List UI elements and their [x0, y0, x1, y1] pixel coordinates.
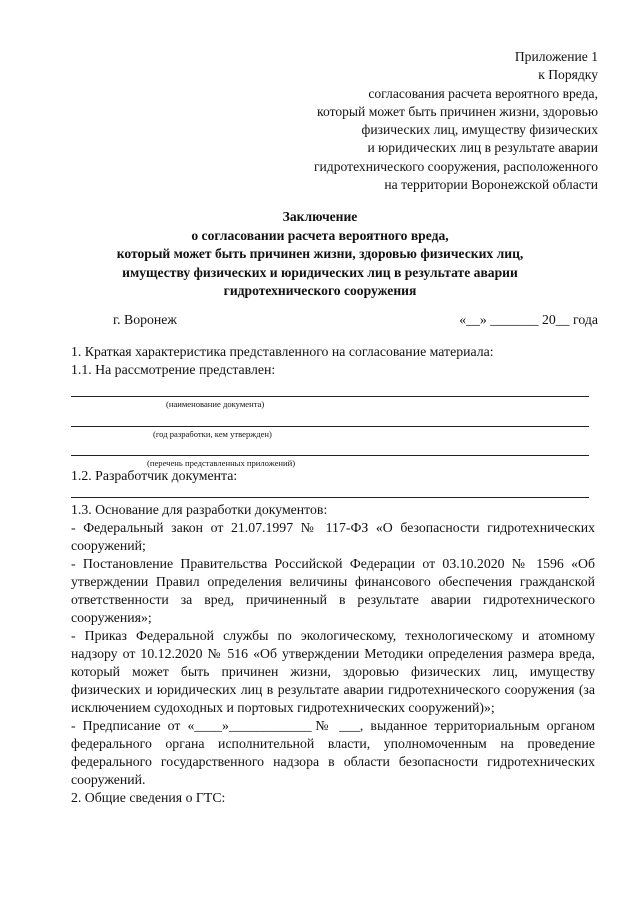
basis-item-government-resolution: - Постановление Правительства Российской Федерации от 03.10.2020 № 1596 «Об утверждении Правил определения величины финансового обеспечения гражданской ответственности за вред, причиненный в результате аварии гидротехнического сооружения»; [71, 556, 595, 625]
basis-item-rostekhnadzor-order: - Приказ Федеральной службы по экологическому, технологическому и атомному надзору от 10.12.2020 № 516 «Об утверждении Методики определения размера вреда, который может быть причинен жизни, здоровью физических лиц, имуществу физических и юридических лиц в результате аварии гидротехнического сооружения (за исключением судоходных и портовых гидротехнических сооружений)»; [71, 628, 595, 715]
title-line: Заключение [282, 209, 358, 224]
year-line [71, 426, 589, 427]
attachments-line [71, 455, 589, 456]
title-line: о согласовании расчета вероятного вреда, [191, 227, 449, 243]
section1-sub2-block [71, 467, 595, 485]
appendix-header [314, 48, 598, 194]
title-line: который может быть причинен жизни, здоровью физических лиц, [116, 246, 524, 261]
document-name-line [71, 396, 589, 397]
appendix-line: гидротехнического сооружения, расположенного [313, 158, 598, 174]
document-title [0, 208, 640, 301]
caption-attachments: (перечень представленных приложений) [147, 458, 296, 468]
section1-basis-block [71, 501, 595, 807]
section2-heading: 2. Общие сведения о ГТС: [71, 790, 226, 805]
appendix-line: физических лиц, имуществу физических [361, 122, 598, 138]
section1-sub3: 1.3. Основание для разработки документов: [71, 502, 328, 517]
place-text: г. Воронеж [113, 312, 177, 327]
section1-sub2: 1.2. Разработчик документа: [71, 468, 238, 483]
appendix-line: который может быть причинен жизни, здоровью [317, 103, 598, 119]
appendix-line: Приложение 1 [514, 49, 598, 64]
appendix-line: к Порядку [538, 67, 598, 83]
basis-item-prescription: - Предписание от «____»____________№ ___, выданное территориальным органом федерального органа исполнительной власти, уполномоченным на проведение федерального государственного надзора в области безопасности гидротехнических сооружений. [71, 718, 595, 787]
section1-sub1: 1.1. На рассмотрение представлен: [71, 362, 276, 377]
section1-block [71, 343, 595, 379]
appendix-line: согласования расчета вероятного вреда, [368, 85, 598, 101]
caption-year: (год разработки, кем утвержден) [153, 429, 272, 439]
appendix-line: и юридических лиц в результате аварии [367, 140, 598, 156]
date-text: «__» _______ 20__ года [459, 312, 598, 327]
section1-heading: 1. Краткая характеристика представленного на согласование материала: [71, 344, 494, 359]
caption-document-name: (наименование документа) [166, 399, 265, 409]
developer-line [71, 497, 589, 498]
title-line: гидротехнического сооружения [223, 283, 417, 298]
appendix-line: на территории Воронежской области [384, 177, 598, 193]
basis-item-federal-law: - Федеральный закон от 21.07.1997 № 117-ФЗ «О безопасности гидротехнических сооружений; [71, 520, 595, 553]
title-line: имуществу физических и юридических лиц в результате аварии [122, 264, 518, 280]
